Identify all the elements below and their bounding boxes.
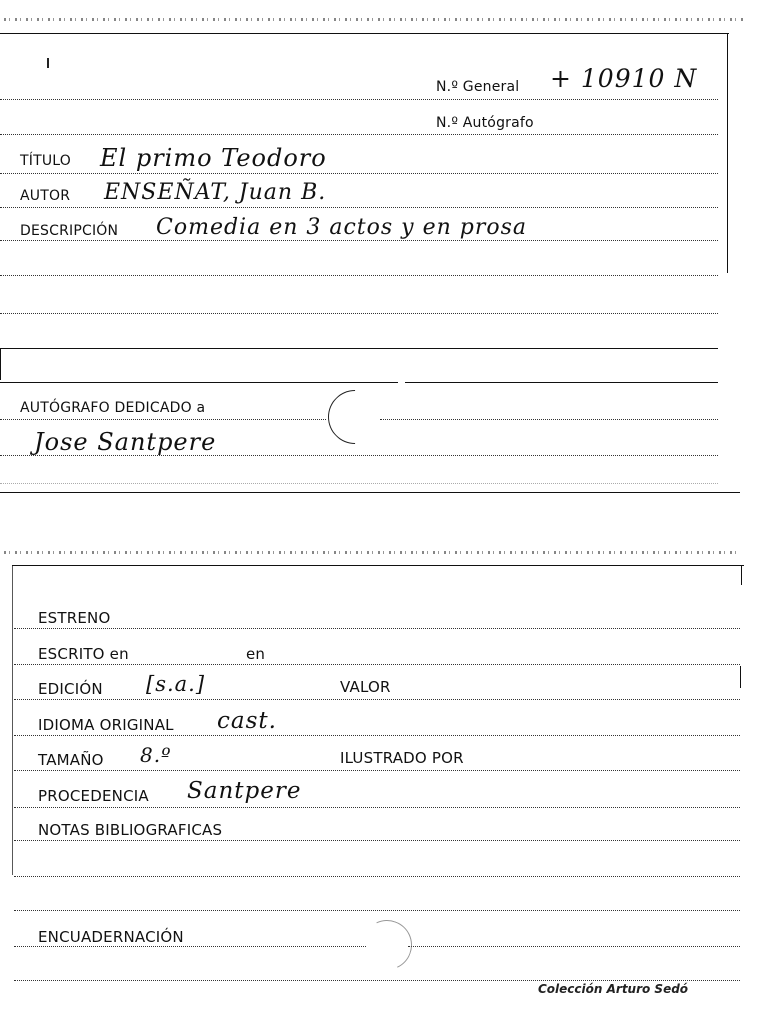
card-bottom-border — [0, 492, 740, 493]
line-notas-2 — [14, 876, 740, 877]
valor-label: VALOR — [340, 678, 391, 696]
notas-label: NOTAS BIBLIOGRAFICAS — [38, 821, 223, 839]
tamano-label: TAMAÑO — [38, 751, 104, 769]
line-autografo — [0, 134, 718, 135]
line-encuadernacion-b — [408, 946, 740, 947]
numero-general-value: + 10910 N — [550, 64, 698, 93]
line-estreno — [14, 628, 740, 629]
card2-right-border-mid — [740, 666, 741, 688]
punch-hole-icon — [317, 379, 393, 455]
line-blank-1 — [0, 275, 718, 276]
descripcion-value: Comedia en 3 actos y en prosa — [156, 215, 528, 240]
collection-footer: Colección Arturo Sedó — [538, 982, 689, 996]
edicion-label: EDICIÓN — [38, 680, 103, 698]
tamano-value: 8.º — [140, 743, 172, 767]
idioma-value: cast. — [217, 708, 277, 734]
encuadernacion-label: ENCUADERNACIÓN — [38, 928, 184, 946]
line-blank-4a — [0, 382, 398, 383]
card2-right-border-top — [741, 565, 742, 585]
escrito-label: ESCRITO en — [38, 645, 129, 663]
line-footer — [14, 980, 740, 981]
titulo-label: TÍTULO — [20, 153, 71, 169]
card2-left-border — [12, 565, 13, 875]
line-escrito — [14, 664, 740, 665]
scan-mark — [47, 58, 49, 68]
card2-top-border — [12, 565, 744, 566]
procedencia-value: Santpere — [187, 778, 302, 804]
line-tamano — [14, 770, 740, 771]
line-procedencia — [14, 807, 740, 808]
line-blank-2 — [0, 313, 718, 314]
line-edicion — [14, 699, 740, 700]
numero-general-label: N.º General — [436, 79, 520, 95]
escrito-en-label: en — [246, 645, 266, 663]
card-right-border — [727, 33, 728, 273]
line-notas — [14, 840, 740, 841]
card-top-border — [0, 33, 729, 34]
autor-value: ENSEÑAT, Juan B. — [104, 180, 327, 205]
autografo-dedicado-label: AUTÓGRAFO DEDICADO a — [20, 400, 206, 416]
titulo-value: El primo Teodoro — [100, 144, 327, 172]
scan-noise-bottom — [4, 551, 740, 554]
line-dedicado-b — [380, 419, 718, 420]
line-titulo — [0, 173, 718, 174]
autor-label: AUTOR — [20, 188, 71, 204]
card-left-mark — [0, 348, 1, 380]
line-dedicado-value — [0, 455, 718, 456]
idioma-label: IDIOMA ORIGINAL — [38, 716, 174, 734]
descripcion-label: DESCRIPCIÓN — [20, 223, 119, 239]
scan-noise-top — [4, 18, 744, 21]
procedencia-label: PROCEDENCIA — [38, 787, 149, 805]
line-general — [0, 99, 718, 100]
line-descripcion — [0, 240, 718, 241]
line-idioma — [14, 735, 740, 736]
line-autor — [0, 207, 718, 208]
punch-hole-icon — [355, 913, 419, 977]
line-faint — [0, 483, 718, 484]
line-blank-4b — [405, 382, 718, 383]
estreno-label: ESTRENO — [38, 609, 111, 627]
line-blank-3 — [0, 348, 718, 349]
line-encuadernacion-a — [14, 946, 366, 947]
line-notas-3 — [14, 910, 740, 911]
numero-autografo-label: N.º Autógrafo — [436, 115, 534, 131]
line-dedicado-a — [0, 419, 326, 420]
autografo-dedicado-value: Jose Santpere — [34, 428, 217, 456]
ilustrado-label: ILUSTRADO POR — [340, 749, 464, 767]
edicion-value: [s.a.] — [146, 672, 206, 696]
